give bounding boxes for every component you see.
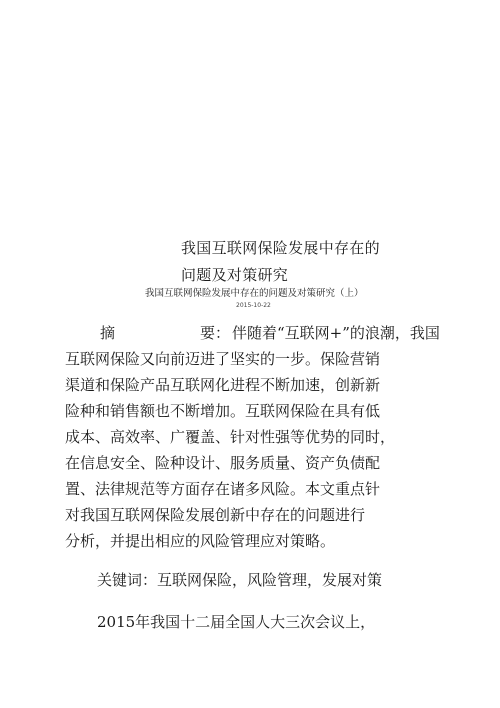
abstract-line-5: 成本、高效率、广覆盖、针对性强等优势的同时， bbox=[65, 428, 396, 446]
abstract-label-part1: 摘 bbox=[100, 324, 116, 342]
abstract-line-8: 对我国互联网保险发展创新中存在的问题进行 bbox=[65, 506, 366, 524]
abstract-line-2: 互联网保险又向前迈进了坚实的一步。保险营销 bbox=[65, 350, 381, 368]
abstract-line-4: 险种和销售额也不断增加。互联网保险在具有低 bbox=[65, 402, 381, 420]
publish-date: 2015-10-22 bbox=[236, 302, 271, 309]
abstract-line-6: 在信息安全、险种设计、服务质量、资产负债配 bbox=[65, 454, 381, 472]
abstract-line-9: 分析，并提出相应的风险管理应对策略。 bbox=[65, 532, 336, 550]
abstract-label-part2: 要： bbox=[200, 324, 231, 342]
abstract-line-7: 置、法律规范等方面存在诸多风险。本文重点针 bbox=[65, 480, 381, 498]
document-subtitle: 我国互联网保险发展中存在的问题及对策研究（上） bbox=[145, 288, 364, 299]
document-title-line-2: 问题及对策研究 bbox=[181, 266, 289, 284]
document-title-line-1: 我国互联网保险发展中存在的 bbox=[181, 239, 380, 257]
abstract-line-1: 伴随着“互联网+”的浪潮，我国 bbox=[232, 324, 440, 342]
body-paragraph-start: 2015年我国十二届全国人大三次会议上， bbox=[97, 613, 376, 631]
keywords: 关键词：互联网保险，风险管理，发展对策 bbox=[97, 571, 383, 589]
abstract-line-3: 渠道和保险产品互联网化进程不断加速，创新新 bbox=[65, 376, 381, 394]
